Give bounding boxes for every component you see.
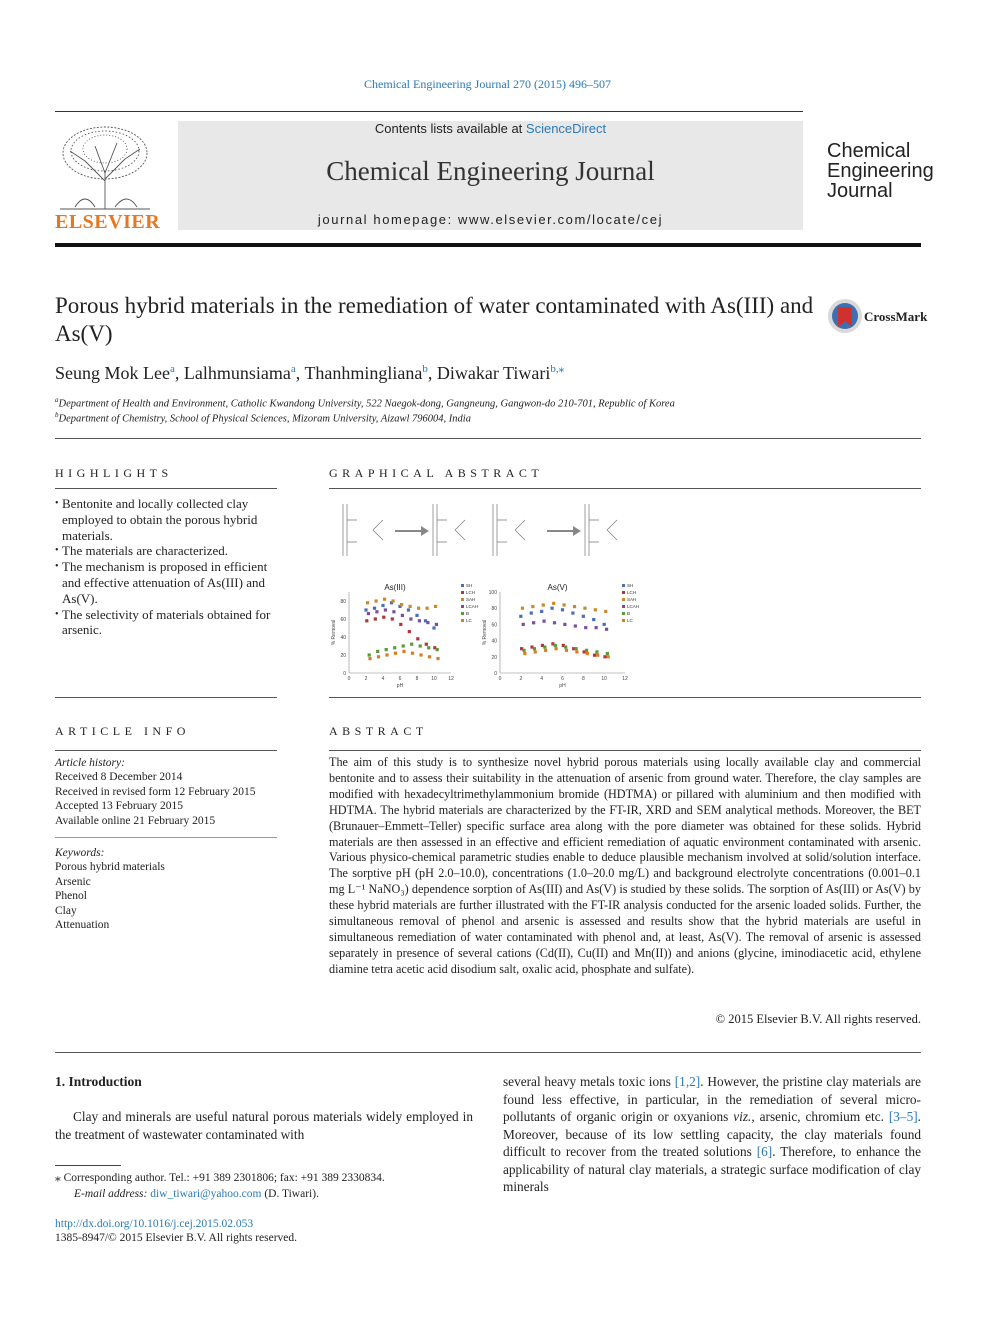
footnote-rule [55, 1165, 121, 1166]
y-tick-label: 60 [340, 617, 346, 623]
data-point [392, 610, 395, 613]
chart-as5 [480, 580, 640, 695]
x-tick-label: 8 [415, 676, 419, 682]
data-point [582, 615, 585, 618]
y-tick-label: 100 [488, 590, 497, 596]
y-tick-label: 60 [491, 622, 497, 629]
data-point [400, 603, 403, 606]
data-point [593, 654, 596, 657]
data-point [415, 614, 418, 617]
data-point [408, 630, 411, 633]
affiliation-a: $^a$Department of Health and Environment, Catholic Kwandong University, 522 Naegok-dong, Gangneung, Gangwon-do 210-701, Republic of Korea [55, 396, 675, 410]
data-point [595, 650, 598, 653]
data-point [571, 611, 574, 614]
data-point [402, 644, 405, 647]
keywords-rule [55, 837, 277, 838]
data-point [428, 655, 431, 658]
x-tick-label: 2 [519, 676, 523, 682]
data-point [565, 649, 568, 652]
legend-label: LCH [627, 590, 637, 595]
data-point [523, 652, 526, 655]
keyword: Porous hybrid materials [55, 861, 165, 874]
x-tick-label: 8 [581, 676, 585, 682]
data-point [427, 646, 430, 649]
data-point [434, 605, 437, 608]
data-point [563, 603, 566, 606]
legend-marker [461, 584, 464, 587]
intro-col2: several heavy metals toxic ions [1,2]. However, the pristine clay materials are found less effective, in particular, in the remediation of several micro-pollutants of organic origin or oxyanions viz., arsenic, chromium etc. [3–5]. Moreover, because of its low settling capacity, the clay materials found difficult to recover from the treated solutions [6]. Therefore, to enhance the applicability of natural clay materials, a strategic surface modification of clay minerals [503, 1074, 921, 1194]
x-axis-label: pH [559, 683, 566, 689]
legend-label: B [627, 611, 631, 616]
legend-marker [622, 598, 625, 601]
data-point [583, 607, 586, 610]
data-point [385, 648, 388, 651]
abstract-bottom-rule [55, 1052, 921, 1053]
crossmark-badge[interactable] [827, 298, 928, 339]
data-point [532, 621, 535, 624]
legend-label: LCH [466, 590, 476, 595]
data-point [399, 623, 402, 626]
data-point [385, 653, 388, 656]
data-point [384, 608, 387, 611]
data-point [375, 599, 378, 602]
data-point [594, 608, 597, 611]
legend-label: LCAH [466, 604, 479, 609]
y-tick-label: 80 [340, 599, 346, 605]
y-tick-label: 0 [343, 671, 346, 677]
abstract-rule [329, 750, 921, 751]
data-point [391, 617, 394, 620]
data-point [575, 647, 578, 650]
journal-homepage[interactable]: journal homepage: www.elsevier.com/locate/cej [317, 212, 664, 227]
data-point [604, 610, 607, 613]
data-point [540, 610, 543, 613]
data-point [564, 645, 567, 648]
data-point [575, 650, 578, 653]
x-tick-label: 6 [561, 676, 564, 682]
data-point [521, 607, 524, 610]
data-point [407, 608, 410, 611]
data-point [542, 620, 545, 623]
journal-title: Chemical Engineering Journal [326, 156, 655, 186]
chart-as3 [329, 580, 479, 695]
data-point [382, 616, 385, 619]
data-point [533, 647, 536, 650]
chart-title: As(V) [547, 583, 568, 592]
data-point [402, 650, 405, 653]
data-point [393, 646, 396, 649]
data-point [376, 650, 379, 653]
article-title: Porous hybrid materials in the remediation of water contaminated with As(III) and As(V) [55, 293, 814, 346]
x-tick-label: 4 [381, 676, 385, 682]
data-point [417, 607, 420, 610]
data-point [606, 652, 609, 655]
as5-chart-svg [480, 580, 640, 690]
list-item: • The mechanism is proposed in efficient and effective attenuation of As(III) and As(V). [55, 559, 277, 606]
copyright: © 2015 Elsevier B.V. All rights reserved. [715, 1012, 921, 1026]
header-rule [55, 111, 803, 112]
contents-line: Contents lists available at ScienceDirect [374, 121, 607, 136]
data-point [392, 599, 395, 602]
legend-label: SH [627, 583, 634, 588]
x-tick-label: 10 [431, 676, 437, 682]
data-point [401, 614, 404, 617]
legend-marker [622, 619, 625, 622]
article-history: Article history: Received 8 December 2014 Received in revised form 12 February 2015 Accepted 13 February 2015 Available online 21 February 2015 [55, 757, 256, 827]
keywords: Keywords: Porous hybrid materials Arsenic Phenol Clay Attenuation [55, 846, 277, 932]
keyword: Arsenic [55, 875, 91, 888]
legend-label: LC [627, 618, 633, 623]
legend-marker [461, 612, 464, 615]
legend-marker [461, 605, 464, 608]
data-point [383, 598, 386, 601]
author[interactable]: Diwakar Tiwari [436, 363, 551, 383]
keyword: Phenol [55, 890, 87, 903]
x-tick-label: 2 [364, 676, 368, 682]
data-point [561, 608, 564, 611]
intro-heading: 1. Introduction [55, 1074, 142, 1089]
data-point [522, 623, 525, 626]
graphical-abstract-rule [329, 488, 921, 489]
doi-link[interactable]: http://dx.doi.org/10.1016/j.cej.2015.02.053 [55, 1218, 254, 1230]
data-point [394, 652, 397, 655]
abstract-text: The aim of this study is to synthesize novel hybrid porous materials using locally available clay and commercial bentonite and to assess their suitability in the attenuation of arsenic from ground water. Therefore, the clay samples are modified with hexadecyltrimethylammonium bromide (HDTMA) or pillared with aluminium and then modified with HDTMA. The hybrid materials are characterized by the FT-IR, XRD and SEM analytical methods. Moreover, the BET (Brunauer–Emmett–Teller) specific surface area along with the pore diameter was obtained for these solids. Hybrid materials are then assessed in an effective and efficient remediation of aquatic environment contaminated with arsenic. Various physico-chemical parametric studies enable to deduce plausible mechanism involved at solid/solution interface. The sorptive pH (pH 2.0–10.0), concentrations (1.0–20.0 mg/L) and background electrolyte concentrations (0.001–0.1 mg L⁻¹ NaNO₃) dependence sorption of As(III) and As(V) is studied by these solids. The sorption of As(III) or As(V) by these hybrid materials are further illustrated with the FT-IR analysis conducted for the arsenic loaded solids. Further, the simultaneous removal of phenol and arsenic is assessed and results show that the hybrid materials are useful in simultaneous remediation of water contaminated with phenol and, at least, As(V). The removal of arsenic is assessed separately in presence of several cations (Cd(II), Cu(II) and Mn(II)) and anions (glycine, iminodiacetic acid, ethylene diamine tetra acetic acid disodium salt, oxalic acid, phosphate and sulfate). [329, 755, 921, 976]
data-point [530, 611, 533, 614]
y-tick-label: 20 [340, 653, 346, 659]
issn-line: 1385-8947/© 2015 Elsevier B.V. All rights reserved. [55, 1232, 298, 1244]
x-tick-label: 12 [448, 676, 454, 682]
data-point [550, 607, 553, 610]
elsevier-tree-logo [55, 121, 155, 218]
legend-label: SH [466, 583, 473, 588]
intro-col1: Clay and minerals are useful natural porous materials widely employed in the treatment of wastewater contaminated with [55, 1109, 473, 1142]
legend-label: B [466, 611, 470, 616]
affiliation-b: $^b$Department of Chemistry, School of Physical Sciences, Mizoram University, Aizawl 796004, India [55, 411, 471, 425]
data-point [419, 653, 422, 656]
data-point [603, 655, 606, 658]
data-point [368, 653, 371, 656]
x-tick-label: 0 [498, 676, 502, 682]
data-point [381, 604, 384, 607]
x-tick-label: 10 [601, 676, 607, 682]
legend-marker [461, 598, 464, 601]
data-point [553, 621, 556, 624]
keyword: Attenuation [55, 919, 110, 932]
corresponding-author: ⁎ Corresponding author. Tel.: +91 389 2301806; fax: +91 389 2330834. [55, 1172, 385, 1184]
data-point [435, 623, 438, 626]
data-point [409, 605, 412, 608]
data-point [519, 615, 522, 618]
data-point [607, 655, 610, 658]
author-list: Seung Mok Lee$^a$, Lalhmunsiama$^a$, Thanhmingliana$^b$, Diwakar Tiwari$^{b,⁎}$ [55, 363, 565, 383]
data-point [584, 626, 587, 629]
chart-title: As(III) [384, 583, 406, 592]
mechanism-scheme [333, 500, 643, 565]
x-tick-label: 0 [347, 676, 351, 682]
data-point [409, 617, 412, 620]
legend-marker [461, 591, 464, 594]
data-point [542, 603, 545, 606]
journal-reference[interactable]: Chemical Engineering Journal 270 (2015) 496–507 [364, 77, 611, 91]
crossmark-icon [827, 298, 863, 334]
y-tick-label: 80 [491, 606, 497, 613]
abstract-heading: ABSTRACT [329, 724, 428, 738]
data-point [596, 654, 599, 657]
data-point [554, 647, 557, 650]
highlights-list [55, 496, 277, 638]
email-link[interactable]: diw_tiwari@yahoo.com [150, 1188, 262, 1200]
data-point [416, 637, 419, 640]
graphical-abstract-heading: GRAPHICAL ABSTRACT [329, 466, 544, 480]
article-info-heading: ARTICLE INFO [55, 724, 190, 738]
legend-marker [622, 605, 625, 608]
data-point [574, 624, 577, 627]
header-thick-rule [55, 243, 921, 247]
author[interactable]: Lalhmunsiama [183, 363, 291, 383]
legend-marker [461, 619, 464, 622]
author[interactable]: Seung Mok Lee [55, 363, 170, 383]
data-point [595, 626, 598, 629]
y-tick-label: 20 [491, 654, 497, 661]
legend-marker [622, 584, 625, 587]
section-divider [55, 438, 921, 439]
data-point [367, 612, 370, 615]
list-item: • The selectivity of materials obtained for arsenic. [55, 607, 277, 639]
data-point [552, 602, 555, 605]
x-tick-label: 4 [540, 676, 544, 682]
data-point [605, 628, 608, 631]
journal-brand: Chemical Engineering Journal [827, 140, 934, 202]
data-point [563, 623, 566, 626]
data-point [585, 649, 588, 652]
email-line: E-mail address: diw_tiwari@yahoo.com (D. Tiwari). [74, 1188, 319, 1200]
data-point [368, 657, 371, 660]
legend-label: SAH [466, 597, 476, 602]
data-point [411, 652, 414, 655]
data-point [436, 648, 439, 651]
data-point [410, 643, 413, 646]
keyword: Clay [55, 904, 77, 917]
data-point [366, 601, 369, 604]
crossmark-label: CrossMark [864, 309, 928, 324]
data-point [534, 650, 537, 653]
data-point [531, 605, 534, 608]
y-tick-label: 0 [494, 671, 497, 677]
data-point [432, 626, 435, 629]
y-tick-label: 40 [340, 635, 346, 641]
y-axis-label: % Removal [482, 619, 488, 646]
legend-label: LCAH [627, 604, 640, 609]
citation-link[interactable]: [3–5] [888, 1109, 918, 1124]
author[interactable]: Thanhmingliana [304, 363, 423, 383]
list-item: • Bentonite and locally collected clay employed to obtain the porous hybrid materials. [55, 496, 277, 543]
x-tick-label: 6 [398, 676, 402, 682]
data-point [377, 655, 380, 658]
y-tick-label: 40 [491, 638, 497, 645]
graphical-abstract-bottom-rule [329, 697, 921, 698]
legend-label: SAH [627, 597, 637, 602]
data-point [603, 623, 606, 626]
data-point [426, 607, 429, 610]
data-point [375, 610, 378, 613]
citation-link[interactable]: [6] [756, 1144, 773, 1159]
elsevier-wordmark[interactable]: ELSEVIER [55, 211, 161, 233]
data-point [373, 607, 376, 610]
data-point [554, 644, 557, 647]
y-axis-label: % Removal [331, 619, 337, 646]
data-point [425, 643, 428, 646]
highlights-bottom-rule [55, 697, 277, 698]
data-point [586, 652, 589, 655]
data-point [374, 617, 377, 620]
x-tick-label: 12 [622, 676, 628, 682]
legend-marker [622, 591, 625, 594]
x-axis-label: pH [396, 683, 404, 689]
list-item: • The materials are characterized. [55, 543, 277, 559]
data-point [544, 649, 547, 652]
data-point [419, 644, 422, 647]
as3-chart-svg [329, 580, 479, 690]
data-point [522, 649, 525, 652]
data-point [418, 619, 421, 622]
data-point [426, 621, 429, 624]
highlights-heading: HIGHLIGHTS [55, 466, 173, 480]
legend-marker [622, 612, 625, 615]
data-point [364, 608, 367, 611]
data-point [365, 619, 368, 622]
data-point [592, 618, 595, 621]
data-point [573, 605, 576, 608]
citation-link[interactable]: [1,2] [674, 1074, 701, 1089]
data-point [543, 645, 546, 648]
sciencedirect-link[interactable]: ScienceDirect [525, 121, 607, 136]
data-point [436, 657, 439, 660]
legend-label: LC [466, 618, 472, 623]
highlights-rule [55, 488, 277, 489]
article-info-rule [55, 750, 277, 751]
